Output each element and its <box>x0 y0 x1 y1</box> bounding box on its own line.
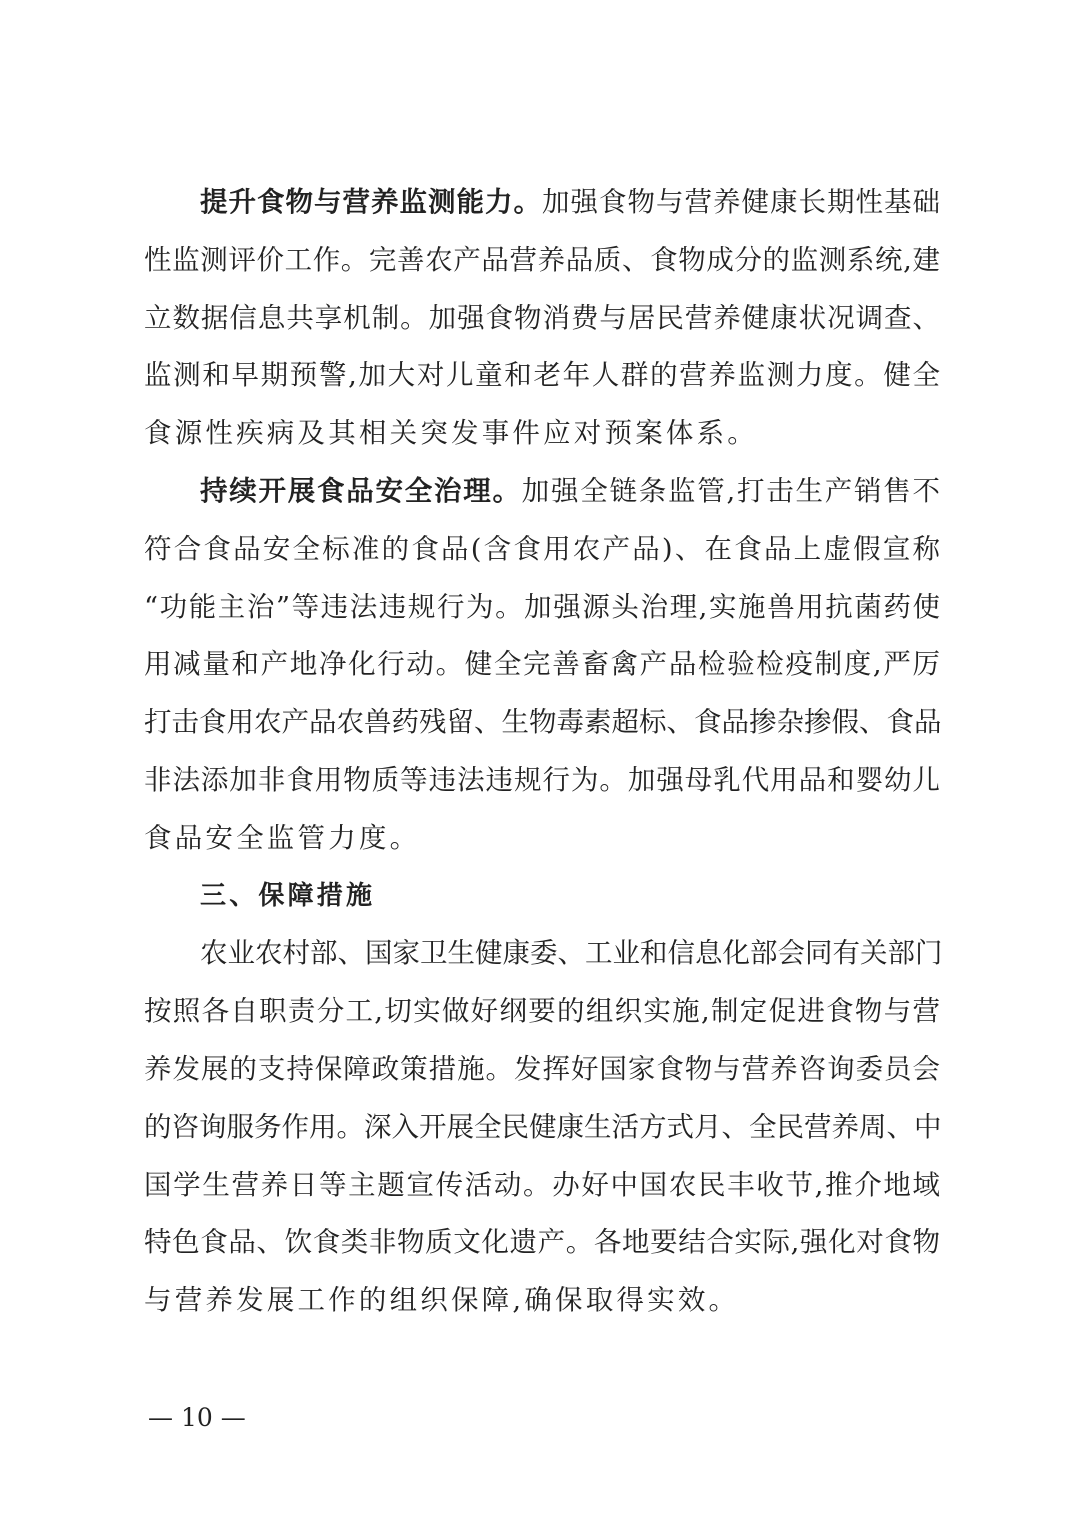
paragraph-3-line-1: 农业农村部、国家卫生健康委、工业和信息化部会同有关部门 <box>200 937 943 970</box>
paragraph-2-line-2: 符合食品安全标准的食品(含食用农产品)、在食品上虚假宣称 <box>144 532 940 565</box>
paragraph-2-line-7: 食品安全监管力度。 <box>144 821 421 854</box>
paragraph-2-text: 加强全链条监管,打击生产销售不 <box>521 474 940 507</box>
paragraph-2-line-5: 打击食用农产品农兽药残留、生物毒素超标、食品掺杂掺假、食品 <box>144 706 942 739</box>
paragraph-2-line-4: 用减量和产地净化行动。健全完善畜禽产品检验检疫制度,严厉 <box>144 648 940 681</box>
paragraph-1-line-5: 食源性疾病及其相关突发事件应对预案体系。 <box>144 417 758 450</box>
paragraph-2-line-3: “功能主治”等违法违规行为。加强源头治理,实施兽用抗菌药使 <box>144 590 940 623</box>
page-number: — 10 — <box>148 1403 246 1432</box>
paragraph-1-line-3: 立数据信息共享机制。加强食物消费与居民营养健康状况调查、 <box>144 301 940 334</box>
paragraph-2-line-1 <box>144 463 940 521</box>
paragraph-3-line-3: 养发展的支持保障政策措施。发挥好国家食物与营养咨询委员会 <box>144 1052 940 1085</box>
paragraph-1-line-2: 性监测评价工作。完善农产品营养品质、食物成分的监测系统,建 <box>144 243 940 276</box>
paragraph-3-line-5: 国学生营养日等主题宣传活动。办好中国农民丰收节,推介地域 <box>144 1168 940 1201</box>
document-body <box>144 174 943 1330</box>
paragraph-1-line-1 <box>144 174 940 232</box>
paragraph-3-line-2: 按照各自职责分工,切实做好纲要的组织实施,制定促进食物与营 <box>144 995 940 1028</box>
paragraph-1-text: 加强食物与营养健康长期性基础 <box>542 186 940 218</box>
section-heading: 三、保障措施 <box>200 880 376 911</box>
paragraph-2-line-6: 非法添加非食用物质等违法违规行为。加强母乳代用品和婴幼儿 <box>144 763 940 796</box>
paragraph-1-lead: 提升食物与营养监测能力。 <box>200 186 542 218</box>
paragraph-3-line-7: 与营养发展工作的组织保障,确保取得实效。 <box>144 1284 740 1317</box>
paragraph-3-line-6: 特色食品、饮食类非物质文化遗产。各地要结合实际,强化对食物 <box>144 1226 940 1259</box>
paragraph-3-line-4: 的咨询服务作用。深入开展全民健康生活方式月、全民营养周、中 <box>144 1110 942 1143</box>
paragraph-2-lead: 持续开展食品安全治理。 <box>200 474 522 507</box>
paragraph-1-line-4: 监测和早期预警,加大对儿童和老年人群的营养监测力度。健全 <box>144 359 940 392</box>
